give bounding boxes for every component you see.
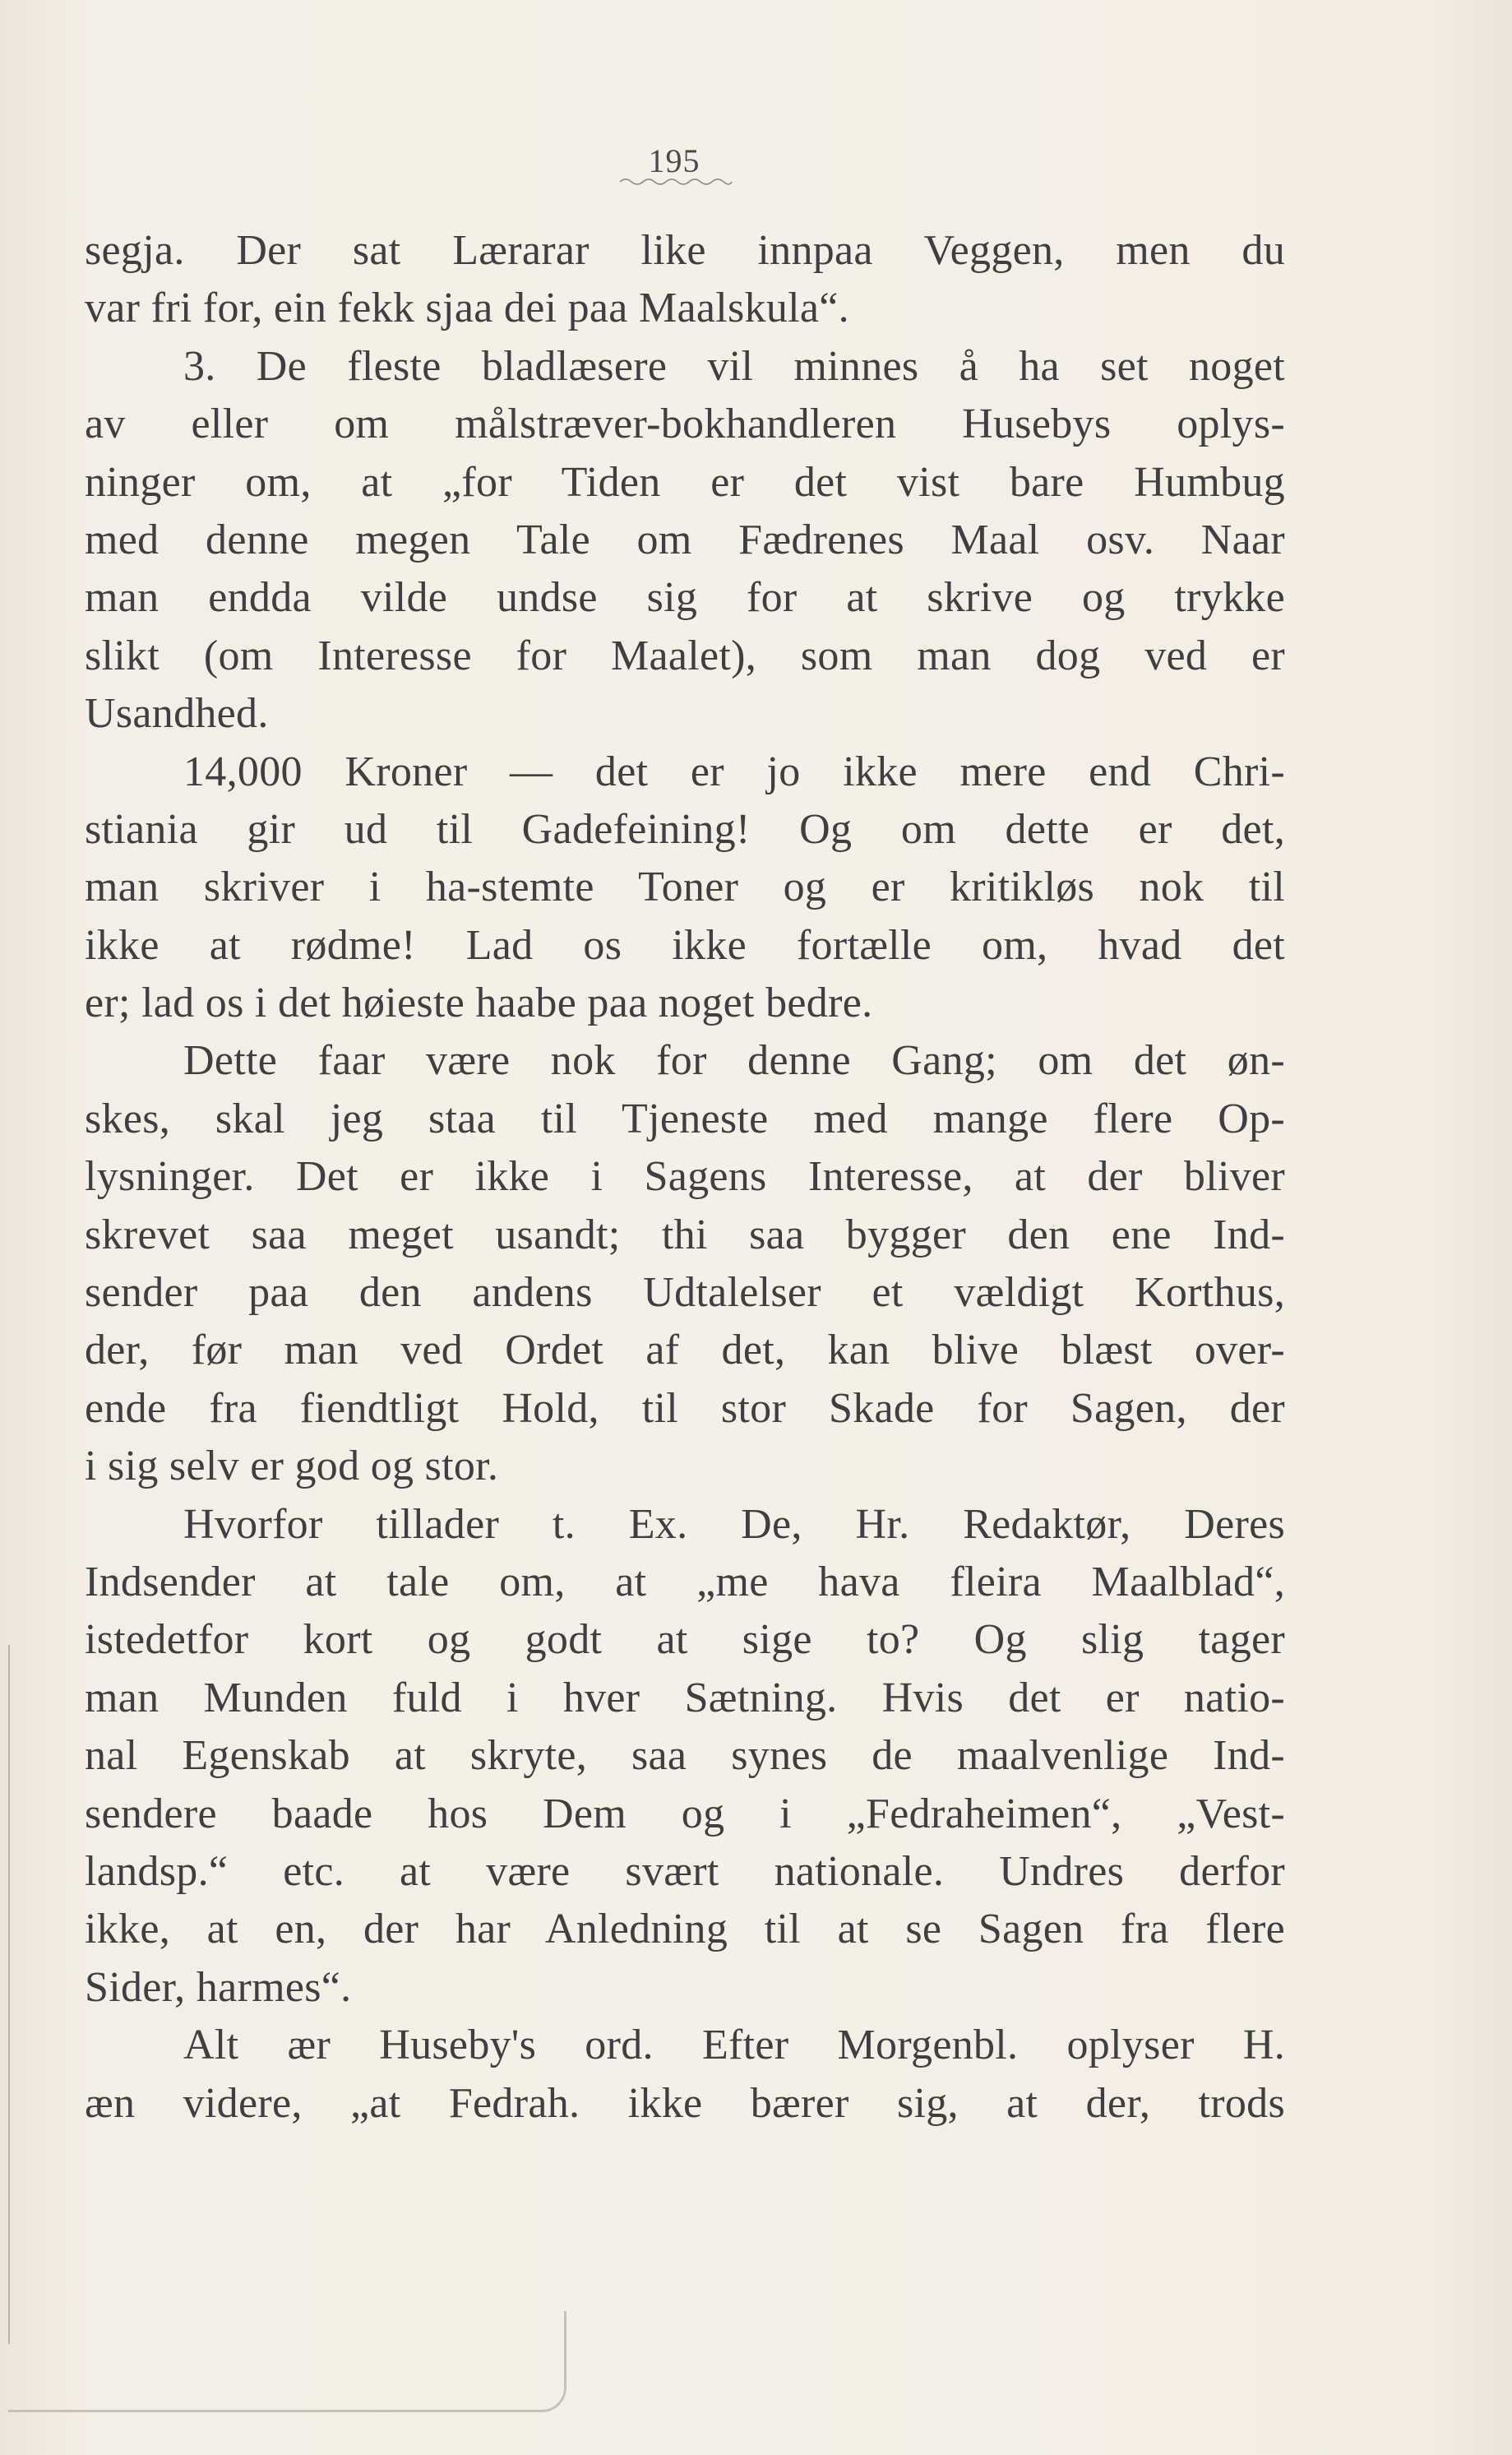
text-line: ninger om, at „for Tiden er det vist bare Humbug	[85, 458, 1285, 506]
text-line: ikke, at en, der har Anledning til at se Sagen fra flere	[85, 1906, 1285, 1953]
text-line: 14,000 Kroner — det er jo ikke mere end Chri-	[183, 748, 1285, 795]
text-line: i sig selv er god og stor.	[85, 1443, 499, 1490]
text-line: der, før man ved Ordet af det, kan blive blæst over-	[85, 1327, 1285, 1374]
text-line: er; lad os i det høieste haabe paa noget bedre.	[85, 980, 873, 1027]
text-line: med denne megen Tale om Fædrenes Maal osv. Naar	[85, 516, 1285, 563]
text-line: æn videre, „at Fedrah. ikke bærer sig, at der, trods	[85, 2079, 1285, 2127]
text-line: nal Egenskab at skryte, saa synes de maalvenlige Ind-	[85, 1732, 1285, 1780]
text-line: av eller om målstræver-bokhandleren Husebys oplys-	[85, 401, 1285, 448]
text-line: man Munden fuld i hver Sætning. Hvis det er natio-	[85, 1674, 1285, 1721]
text-line: segja. Der sat Lærarar like innpaa Veggen, men du	[85, 227, 1285, 274]
text-line: stiania gir ud til Gadefeining! Og om dette er det,	[85, 805, 1285, 853]
text-line: Hvorfor tillader t. Ex. De, Hr. Redaktør, Deres	[183, 1500, 1285, 1548]
text-line: 3. De fleste bladlæsere vil minnes å ha set noget	[183, 342, 1285, 390]
text-line: sender paa den andens Udtalelser et vældigt Korthus,	[85, 1269, 1285, 1317]
body-text	[85, 222, 1285, 2133]
text-line: Alt ær Huseby's ord. Efter Morgenbl. oplyser H.	[183, 2022, 1285, 2069]
text-line: ikke at rødme! Lad os ikke fortælle om, hvad det	[85, 921, 1285, 969]
text-line: var fri for, ein fekk sjaa dei paa Maalskula“.	[85, 285, 849, 332]
text-line: slikt (om Interesse for Maalet), som man dog ved er	[85, 632, 1285, 679]
text-line: man skriver i ha-stemte Toner og er kritikløs nok til	[85, 864, 1285, 911]
page-number: 195	[648, 142, 701, 179]
text-line: Sider, harmes“.	[85, 1963, 352, 2011]
text-line: skes, skal jeg staa til Tjeneste med mange flere Op-	[85, 1095, 1285, 1142]
text-line: lysninger. Det er ikke i Sagens Interesse, at der bliver	[85, 1153, 1285, 1201]
text-line: istedetfor kort og godt at sige to? Og slig tager	[85, 1616, 1285, 1664]
page-corner-mark	[8, 2311, 566, 2412]
text-line: Usandhed.	[85, 690, 269, 738]
text-line: man endda vilde undse sig for at skrive og trykke	[85, 574, 1285, 622]
page-number-underline-ornament	[618, 177, 733, 187]
page-edge-line	[8, 1645, 10, 2344]
text-line: skrevet saa meget usandt; thi saa bygger den ene Ind-	[85, 1211, 1285, 1258]
text-line: Indsender at tale om, at „me hava fleira Maalblad“,	[85, 1558, 1285, 1605]
text-line: landsp.“ etc. at være svært nationale. Undres derfor	[85, 1847, 1285, 1895]
text-line: sendere baade hos Dem og i „Fedraheimen“, „Vest-	[85, 1790, 1285, 1837]
text-line: Dette faar være nok for denne Gang; om det øn-	[183, 1037, 1285, 1085]
text-line: ende fra fiendtligt Hold, til stor Skade for Sagen, der	[85, 1384, 1285, 1432]
